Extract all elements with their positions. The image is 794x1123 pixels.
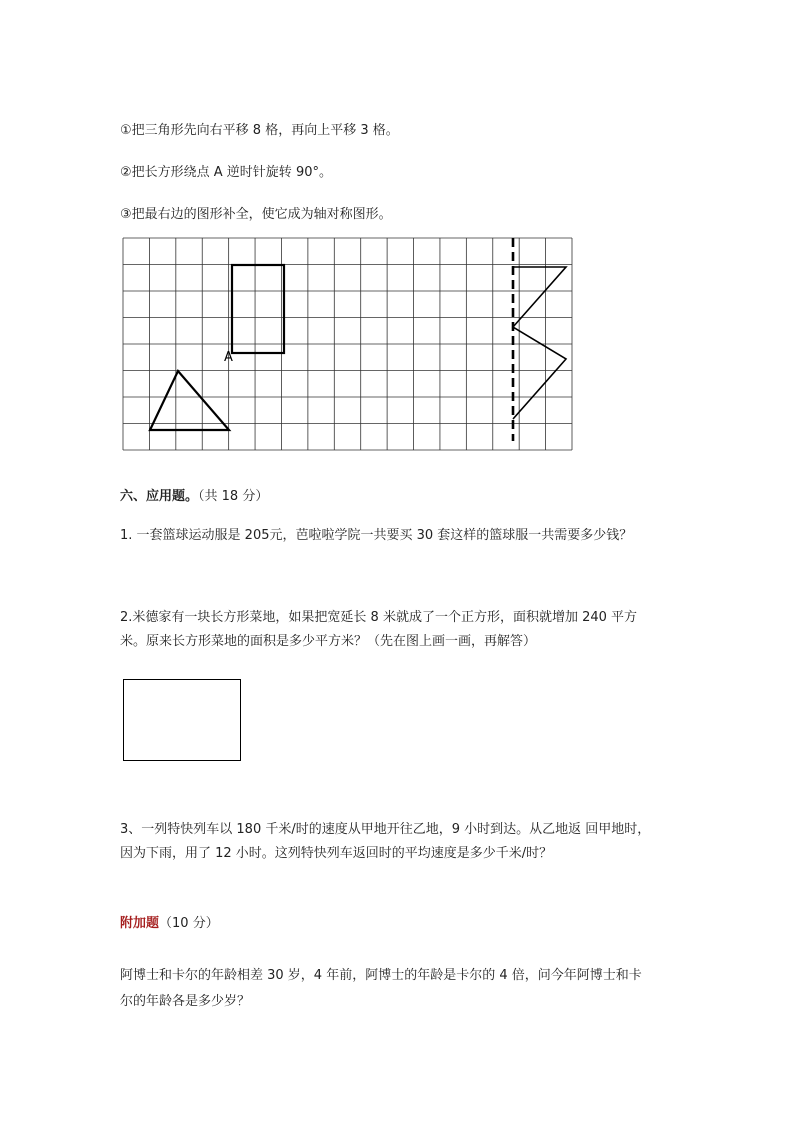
bonus-score: （10 分）: [159, 916, 219, 931]
instruction-2: ②把长方形绕点 A 逆时针旋转 90°。: [120, 165, 332, 180]
section-6-score: （共 18 分）: [198, 489, 269, 504]
grid-lines: [123, 238, 572, 450]
triangle-shape: [150, 371, 229, 430]
problem-2-line-2: 米。原来长方形菜地的面积是多少平方米？（先在图上画一画，再解答）: [120, 634, 537, 649]
point-a-label: A: [224, 350, 233, 365]
problem-3-line-1: 3、一列特快列车以 180 千米/时的速度从甲地开往乙地，9 小时到达。从乙地返 回甲地时，: [120, 822, 651, 837]
instruction-3: ③把最右边的图形补全，使它成为轴对称图形。: [120, 207, 392, 222]
half-figure-shape: [513, 267, 566, 419]
bonus-title: 附加题: [120, 916, 160, 931]
problem-3-line-2: 因为下雨，用了 12 小时。这列特快列车返回时的平均速度是多少千米/时？: [120, 846, 553, 861]
bonus-heading: [120, 912, 219, 931]
rectangle-shape: [232, 265, 284, 353]
bonus-line-2: 尔的年龄各是多少岁？: [120, 994, 251, 1009]
vegetable-plot-rectangle: [123, 679, 241, 761]
instruction-1: ①把三角形先向右平移 8 格，再向上平移 3 格。: [120, 123, 399, 138]
bonus-line-1: 阿博士和卡尔的年龄相差 30 岁，4 年前，阿博士的年龄是卡尔的 4 倍，问今年阿博士和卡: [120, 968, 642, 983]
section-6-heading: [120, 485, 268, 504]
section-6-title: 六、应用题。: [120, 489, 199, 504]
problem-2-line-1: 2.米德家有一块长方形菜地，如果把宽延长 8 米就成了一个正方形，面积就增加 240 平方: [120, 610, 638, 625]
problem-1: 1. 一套篮球运动服是 205元，芭啦啦学院一共要买 30 套这样的篮球服一共需要多少钱？: [120, 528, 633, 543]
